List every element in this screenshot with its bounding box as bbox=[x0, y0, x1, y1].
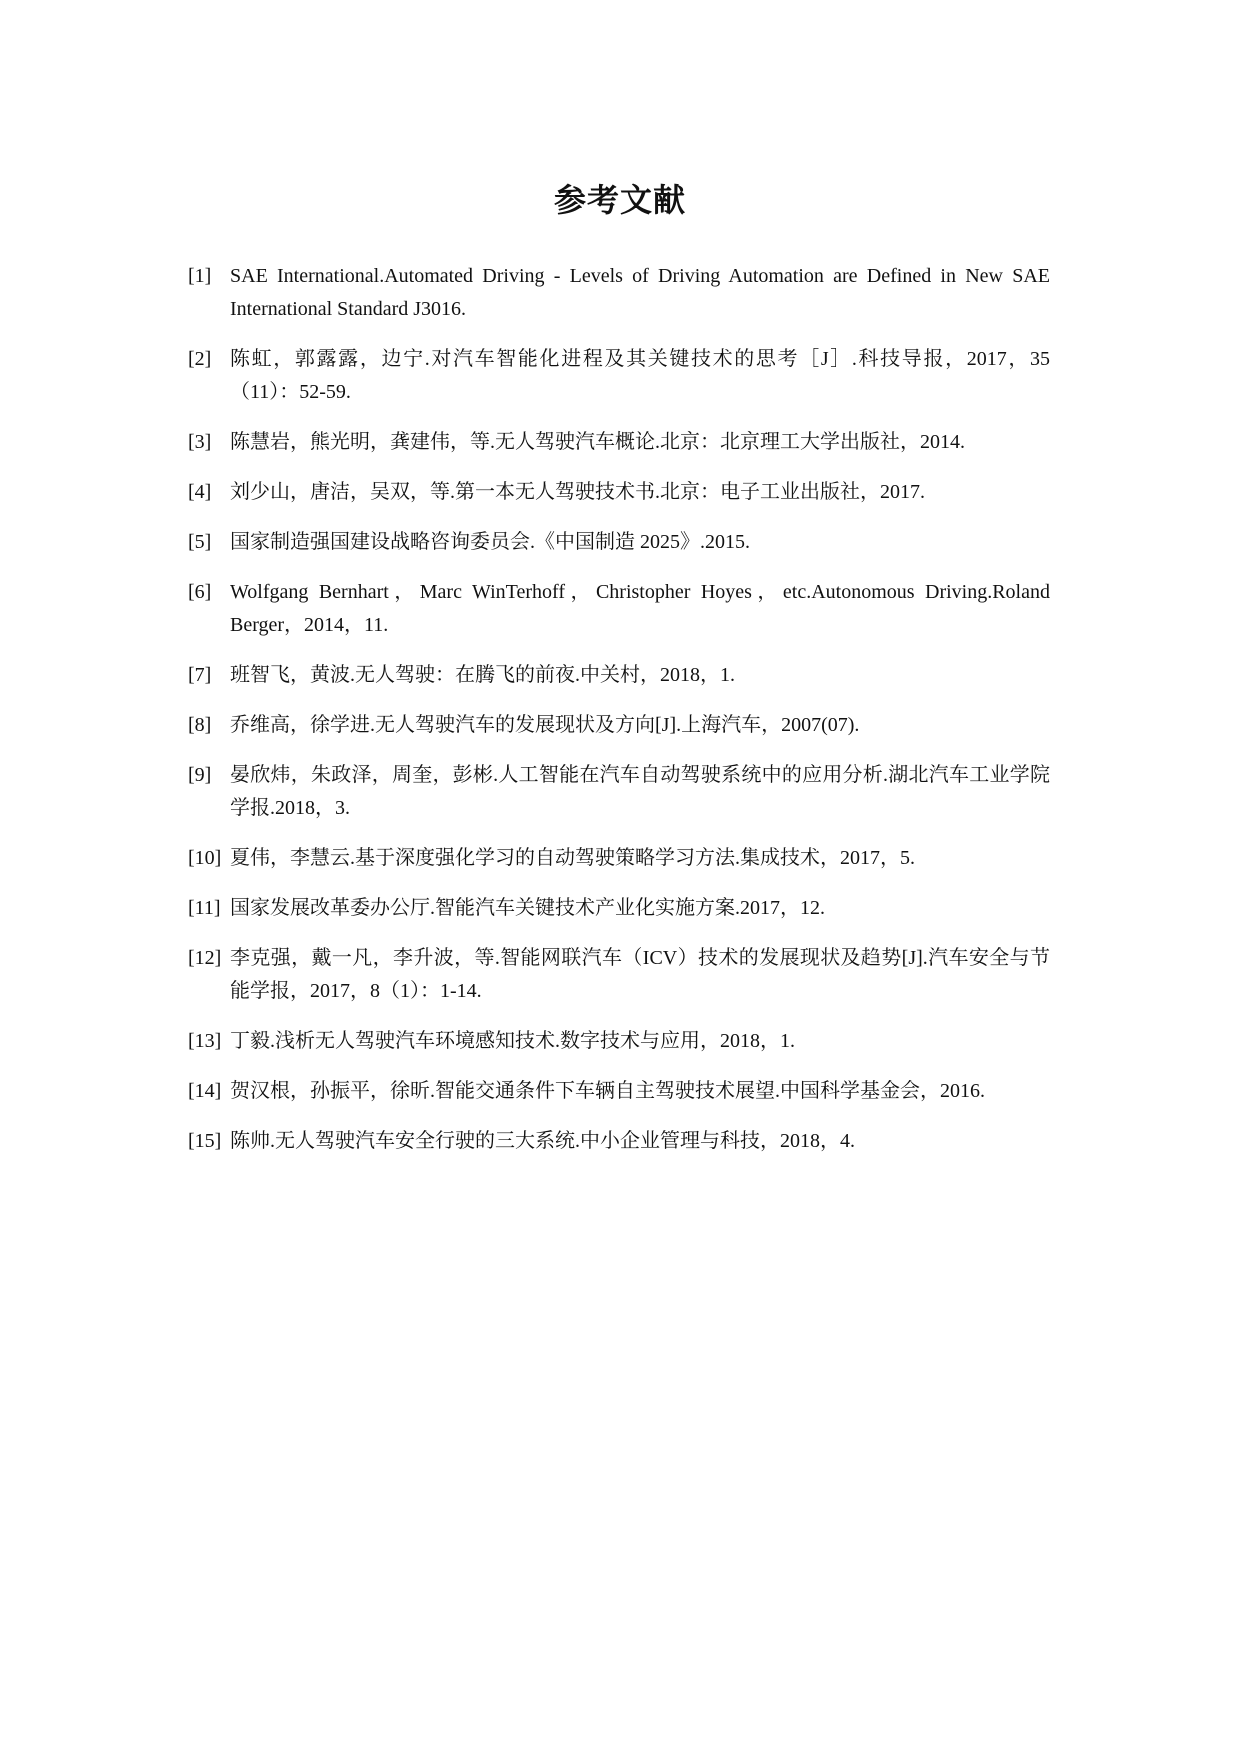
reference-number: [15] bbox=[188, 1130, 222, 1152]
reference-number: [1] bbox=[188, 265, 212, 287]
reference-item bbox=[188, 659, 1050, 692]
reference-number: [6] bbox=[188, 581, 212, 603]
reference-text: 丁毅.浅析无人驾驶汽车环境感知技术.数字技术与应用，2018，1. bbox=[230, 1030, 795, 1052]
reference-item bbox=[188, 476, 1050, 509]
reference-list bbox=[188, 260, 1050, 1175]
reference-number: [5] bbox=[188, 531, 212, 553]
reference-number: [13] bbox=[188, 1030, 222, 1052]
reference-number: [2] bbox=[188, 348, 212, 370]
reference-number: [9] bbox=[188, 764, 212, 786]
reference-item bbox=[188, 260, 1050, 326]
reference-text: 贺汉根，孙振平，徐昕.智能交通条件下车辆自主驾驶技术展望.中国科学基金会，2016. bbox=[230, 1080, 985, 1102]
reference-text: 陈慧岩，熊光明，龚建伟，等.无人驾驶汽车概论.北京：北京理工大学出版社，2014. bbox=[230, 431, 965, 453]
reference-text: 国家制造强国建设战略咨询委员会.《中国制造 2025》.2015. bbox=[230, 531, 750, 553]
reference-text: 陈虹，郭露露，边宁.对汽车智能化进程及其关键技术的思考［J］.科技导报，2017，35（11）：52-59. bbox=[230, 348, 1050, 403]
reference-item bbox=[188, 343, 1050, 409]
reference-number: [11] bbox=[188, 897, 221, 919]
reference-number: [12] bbox=[188, 947, 222, 969]
reference-item bbox=[188, 1075, 1050, 1108]
reference-item bbox=[188, 842, 1050, 875]
reference-item bbox=[188, 1025, 1050, 1058]
reference-text: 国家发展改革委办公厅.智能汽车关键技术产业化实施方案.2017，12. bbox=[230, 897, 825, 919]
reference-item bbox=[188, 942, 1050, 1008]
reference-item bbox=[188, 709, 1050, 742]
reference-text: 刘少山，唐洁，吴双，等.第一本无人驾驶技术书.北京：电子工业出版社，2017. bbox=[230, 481, 925, 503]
reference-item bbox=[188, 1125, 1050, 1158]
reference-text: SAE International.Automated Driving - Levels of Driving Automation are Defined in New SAE International Standard J3016. bbox=[230, 265, 1050, 320]
reference-item bbox=[188, 426, 1050, 459]
reference-text: 李克强，戴一凡，李升波，等.智能网联汽车（ICV）技术的发展现状及趋势[J].汽车安全与节能学报，2017，8（1）：1-14. bbox=[230, 947, 1050, 1002]
reference-text: Wolfgang Bernhart，Marc WinTerhoff，Christopher Hoyes，etc.Autonomous Driving.Roland Berger，2014，11. bbox=[230, 581, 1050, 636]
page-title: 参考文献 bbox=[553, 181, 686, 219]
reference-text: 陈帅.无人驾驶汽车安全行驶的三大系统.中小企业管理与科技，2018，4. bbox=[230, 1130, 855, 1152]
reference-text: 班智飞，黄波.无人驾驶：在腾飞的前夜.中关村，2018，1. bbox=[230, 664, 735, 686]
reference-number: [3] bbox=[188, 431, 212, 453]
reference-item bbox=[188, 526, 1050, 559]
reference-text: 乔维高，徐学进.无人驾驶汽车的发展现状及方向[J].上海汽车，2007(07). bbox=[230, 714, 860, 736]
reference-item bbox=[188, 759, 1050, 825]
reference-item bbox=[188, 892, 1050, 925]
reference-number: [4] bbox=[188, 481, 212, 503]
reference-number: [7] bbox=[188, 664, 212, 686]
reference-text: 晏欣炜，朱政泽，周奎，彭彬.人工智能在汽车自动驾驶系统中的应用分析.湖北汽车工业学院学报.2018，3. bbox=[230, 764, 1050, 819]
reference-number: [10] bbox=[188, 847, 222, 869]
reference-item bbox=[188, 576, 1050, 642]
reference-text: 夏伟，李慧云.基于深度强化学习的自动驾驶策略学习方法.集成技术，2017，5. bbox=[230, 847, 915, 869]
reference-number: [14] bbox=[188, 1080, 222, 1102]
reference-number: [8] bbox=[188, 714, 212, 736]
